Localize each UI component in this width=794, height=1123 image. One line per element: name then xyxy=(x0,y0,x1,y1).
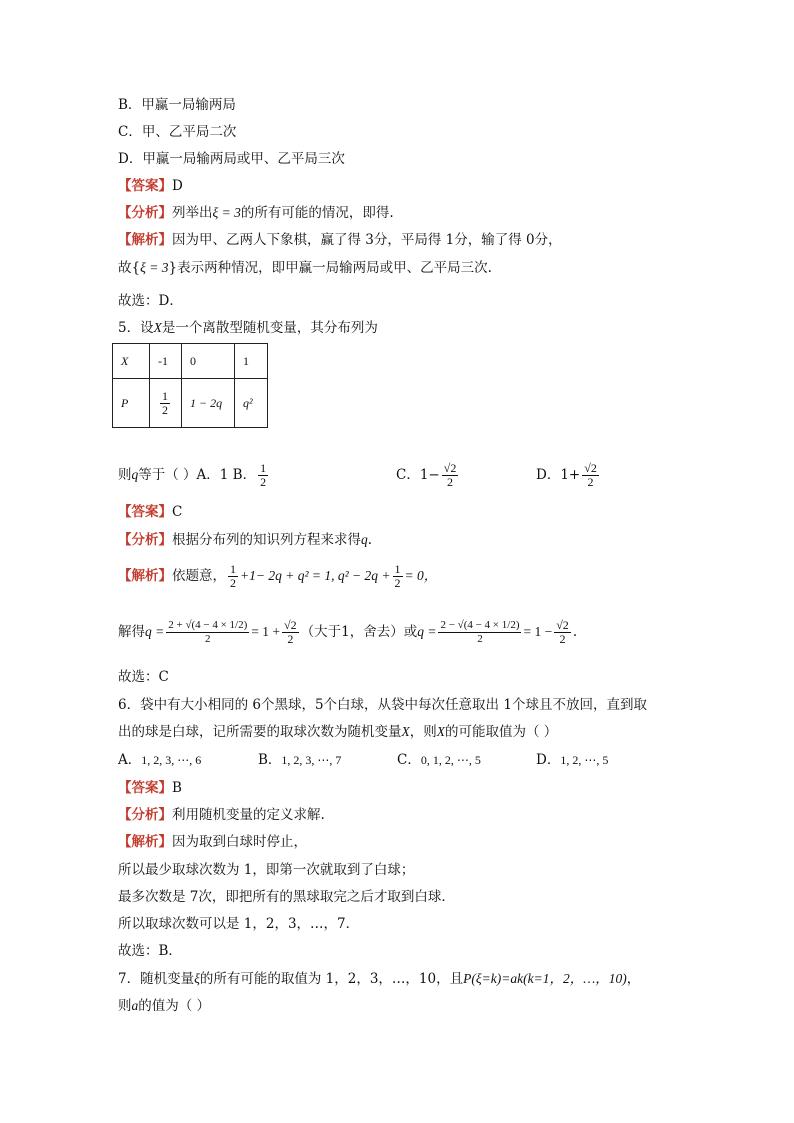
solution-tag: 【解析】 xyxy=(118,232,172,248)
ask-text-end: 等于（ ）A．1 B． xyxy=(138,467,257,483)
var-x: X xyxy=(401,724,410,739)
solution-6b: 所以最少取球次数为 1，即第一次就取到了白球； xyxy=(118,862,415,878)
equation-end: . xyxy=(572,624,578,640)
denominator: 2 xyxy=(260,475,267,489)
question-5 xyxy=(118,318,378,338)
analysis-text: 利用随机变量的定义求解. xyxy=(172,807,325,823)
numerator: 1 xyxy=(162,388,168,403)
question-text-end: 的可能取值为（ ） xyxy=(445,724,558,740)
analysis-5 xyxy=(118,530,372,550)
numerator: 1 xyxy=(260,461,267,475)
question-text: 则 xyxy=(118,998,132,1014)
fraction xyxy=(228,563,238,590)
answer-tag: 【答案】 xyxy=(118,504,172,520)
analysis-tag: 【分析】 xyxy=(118,205,172,221)
option-label: B． xyxy=(258,752,282,768)
fraction xyxy=(282,619,299,646)
equation: = 1 + xyxy=(251,624,281,639)
var-q: q = xyxy=(417,624,437,639)
option-value: 1, 2, 3, ⋯, 7 xyxy=(281,753,342,767)
fraction xyxy=(438,619,521,646)
denominator: 2 xyxy=(162,402,168,417)
option-b-line: B．甲赢一局输两局 xyxy=(118,97,236,113)
denominator: 2 xyxy=(205,633,211,645)
equation: +1− 2q + q² = 1, q² − 2q + xyxy=(240,568,391,583)
denominator: 2 xyxy=(230,576,236,590)
question-6b xyxy=(118,722,557,742)
math-expr: ξ = 3 xyxy=(140,260,169,275)
var-a: a xyxy=(131,998,139,1013)
option-value: 0, 1, 2, ⋯, 5 xyxy=(420,753,481,767)
table-row xyxy=(113,379,268,428)
equation: = 1 − xyxy=(523,624,553,639)
question-text: 的所有可能的取值为 1，2，3，…，10，且 xyxy=(199,971,464,987)
denominator: 2 xyxy=(394,576,401,590)
table-cell: 1 xyxy=(235,344,268,379)
analysis-4 xyxy=(118,203,394,223)
option-label: C． xyxy=(397,752,421,768)
question-text: 5．设 xyxy=(118,320,154,336)
question-text-end: 是一个离散型随机变量，其分布列为 xyxy=(161,320,378,336)
analysis-text: 根据分布列的知识列方程来求得 xyxy=(172,532,361,548)
option-6-c xyxy=(397,750,481,770)
var-x: X xyxy=(436,724,445,739)
solution-4b xyxy=(118,258,492,278)
numerator: √2 xyxy=(556,618,569,632)
question-5-ask xyxy=(118,462,270,489)
analysis-6 xyxy=(118,805,325,825)
probability-expr: P(ξ=k)=ak(k=1，2，…，10) xyxy=(463,971,627,986)
denominator: 2 xyxy=(447,475,454,489)
answer-4 xyxy=(118,176,183,196)
solution-6d: 所以取球次数可以是 1，2，3，…，7． xyxy=(118,916,360,932)
solution-6c: 最多次数是 7次，即把所有的黑球取完之后才取到白球． xyxy=(118,889,455,905)
note: （大于1，舍去）或 xyxy=(300,624,418,640)
analysis-tag: 【分析】 xyxy=(118,532,172,548)
solution-5 xyxy=(118,562,437,590)
question-7 xyxy=(118,969,640,989)
solution-text: 故{ xyxy=(118,260,141,276)
var-q: q xyxy=(131,467,139,482)
answer-tag: 【答案】 xyxy=(118,780,172,796)
answer-6 xyxy=(118,778,182,798)
choose-6: 故选：B． xyxy=(118,943,182,959)
solution-tag: 【解析】 xyxy=(118,834,172,850)
math-expr: ξ = 3 xyxy=(212,205,241,220)
table-cell: X xyxy=(113,344,150,379)
question-text-end: 的值为（ ） xyxy=(138,998,211,1014)
numerator: 2 − √(4 − 4 × 1/2) xyxy=(440,619,520,631)
question-text-end: ， xyxy=(626,971,641,987)
table-cell: P xyxy=(113,379,150,428)
numerator: 1 xyxy=(230,562,236,576)
numerator: √2 xyxy=(443,461,457,475)
answer-value: D xyxy=(172,178,183,194)
fraction xyxy=(258,462,268,489)
question-text: 出的球是白球，记所需要的取球次数为随机变量 xyxy=(118,724,402,740)
option-label: D．1+ xyxy=(536,467,581,483)
denominator: 2 xyxy=(477,633,483,645)
option-value: 1, 2, 3, ⋯, 6 xyxy=(141,753,202,767)
solution-5-result xyxy=(118,612,577,652)
option-5-d xyxy=(536,462,601,489)
var-xi: ξ xyxy=(194,971,200,986)
fraction xyxy=(160,390,170,417)
fraction xyxy=(393,563,403,590)
question-6: 6．袋中有大小相同的 6个黑球，5个白球，从袋中每次任意取出 1个球且不放回，直到取 xyxy=(118,697,647,713)
table-cell: 1 − 2q xyxy=(182,379,235,428)
numerator: √2 xyxy=(584,461,597,475)
ask-text: 则 xyxy=(118,467,132,483)
denominator: 2 xyxy=(287,632,294,646)
option-d-line: D．甲赢一局输两局或甲、乙平局三次 xyxy=(118,151,345,167)
numerator: √2 xyxy=(284,618,297,632)
analysis-text: 列举出 xyxy=(172,205,213,221)
solution-4 xyxy=(118,230,562,250)
question-text: 7．随机变量 xyxy=(118,971,195,987)
question-7b xyxy=(118,996,210,1016)
table-cell: -1 xyxy=(150,344,182,379)
denominator: 2 xyxy=(587,475,594,489)
solution-tag: 【解析】 xyxy=(118,568,172,584)
answer-value: B xyxy=(172,780,182,796)
fraction xyxy=(166,619,249,646)
fraction xyxy=(442,462,459,489)
option-label: D． xyxy=(536,752,561,768)
table-cell xyxy=(150,379,182,428)
answer-5 xyxy=(118,502,182,522)
option-c-line: C．甲、乙平局二次 xyxy=(118,124,237,140)
solution-6 xyxy=(118,832,307,852)
numerator: 1 xyxy=(394,562,401,576)
answer-value: C xyxy=(172,504,183,520)
choose-4: 故选：D． xyxy=(118,293,183,309)
solution-text: 因为甲、乙两人下象棋，赢了得 3分，平局得 1分，输了得 0分， xyxy=(172,232,562,248)
option-6-a xyxy=(118,750,201,770)
option-5-c xyxy=(396,462,460,489)
analysis-end: . xyxy=(367,532,373,548)
numerator: 2 + √(4 − 4 × 1/2) xyxy=(168,619,248,631)
var-q: q = xyxy=(145,624,165,639)
table-row xyxy=(113,344,268,379)
solve-text: 解得 xyxy=(118,624,145,640)
solution-text-end: }表示两种情况，即甲赢一局输两局或甲、乙平局三次. xyxy=(168,260,492,276)
option-6-d xyxy=(536,750,608,770)
option-label: C．1− xyxy=(396,467,440,483)
solution-text: 依题意， xyxy=(172,568,226,584)
option-label: A． xyxy=(118,752,142,768)
option-6-b xyxy=(258,750,341,770)
solution-text: 因为取到白球时停止， xyxy=(172,834,307,850)
fraction xyxy=(582,462,599,489)
answer-tag: 【答案】 xyxy=(118,178,172,194)
fraction xyxy=(554,619,571,646)
table-cell: q² xyxy=(235,379,268,428)
option-value: 1, 2, ⋯, 5 xyxy=(560,753,609,767)
analysis-text-end: 的所有可能的情况，即得. xyxy=(240,205,394,221)
choose-5: 故选：C xyxy=(118,669,169,685)
denominator: 2 xyxy=(559,632,566,646)
question-text: ，则 xyxy=(409,724,437,740)
equation-end: = 0， xyxy=(404,568,438,583)
table-cell: 0 xyxy=(182,344,235,379)
var-x: X xyxy=(153,320,162,335)
distribution-table xyxy=(112,343,268,428)
analysis-tag: 【分析】 xyxy=(118,807,172,823)
var-q: q xyxy=(361,532,368,547)
